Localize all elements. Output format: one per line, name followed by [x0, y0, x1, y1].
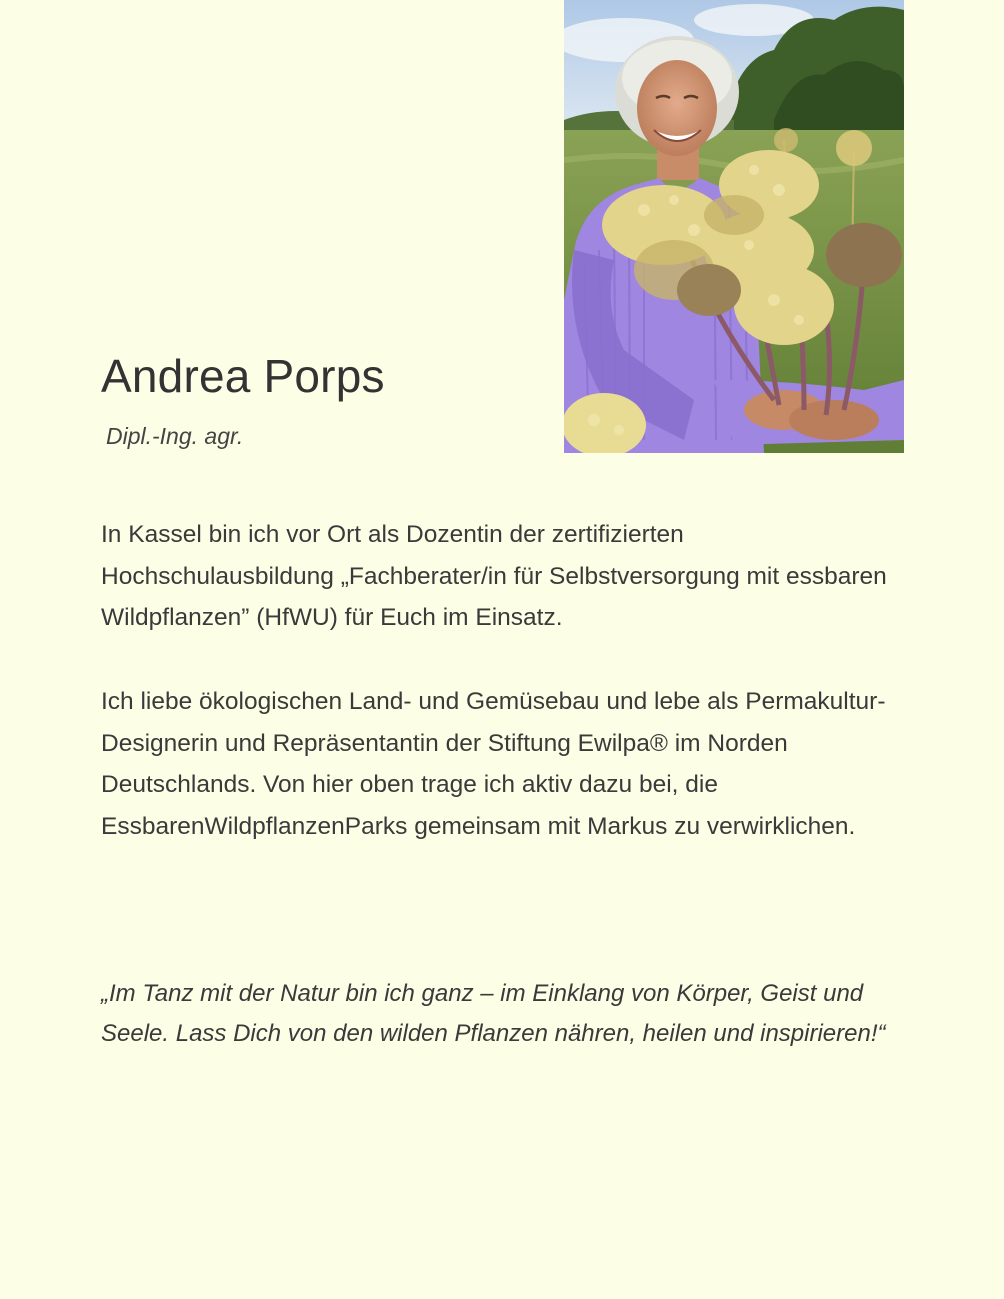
personal-quote: „Im Tanz mit der Natur bin ich ganz – im Einklang von Körper, Geist und Seele. Lass Dich von den wilden Pflanzen nähren, heilen und inspirieren!“: [101, 980, 886, 1047]
person-name: Andrea Porps: [101, 350, 385, 402]
bio-paragraph-2: Ich liebe ökologischen Land- und Gemüsebau und lebe als Permakultur-Designerin und Repräsentantin der Stiftung Ewilpa® im Norden Deutschlands. Von hier oben trage ich aktiv dazu bei, die EssbarenWildpflanzenParks gemeinsam mit Markus zu verwirklichen.: [101, 688, 886, 840]
portrait-photo: [564, 0, 904, 453]
academic-degree: Dipl.-Ing. agr.: [106, 423, 244, 449]
portrait-illustration: [564, 0, 904, 453]
bio-paragraph-1: In Kassel bin ich vor Ort als Dozentin der zertifizierten Hochschulausbildung „Fachberater/in für Selbstversorgung mit essbaren Wildpflanzen” (HfWU) für Euch im Einsatz.: [101, 521, 887, 631]
